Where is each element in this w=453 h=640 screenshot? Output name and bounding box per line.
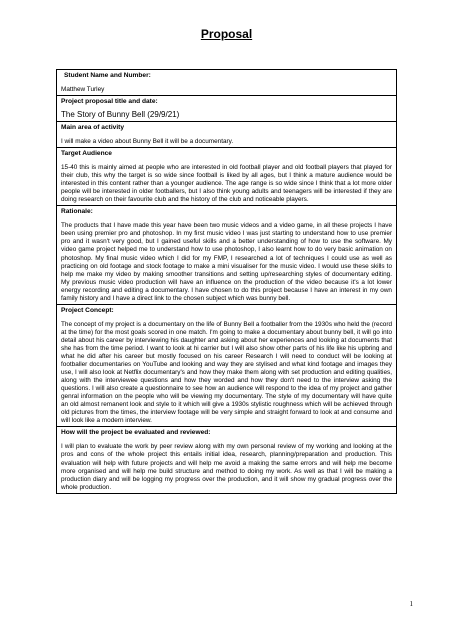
document-title: Proposal [200,27,253,41]
section-concept [57,304,396,427]
section-target-audience [57,147,396,205]
section-project-title [57,95,396,121]
section-main-area [57,121,396,147]
rationale-heading: Rationale: [61,208,93,216]
evaluation-value: I will plan to evaluate the work by peer review along with my own personal review of my working and looking at the pros and cons of the whole project this entails initial idea, research, planning/preparation and production. This evaluation will help with future projects and will help me avoid a making the same errors and will help me become more organised and will help me build structure and method to doing my work. As well as that I will be making a production diary and will be logging my progress over the production, and it will show my gradual progress over the whole production. [61,443,392,491]
rationale-value: The products that I have made this year have been two music videos and a video game, in all these projects I have been using premier pro and photoshop. In my first music video I was just starting to understand how to use premier pro and it wasn't very good, but I gained useful skills and a better understanding of how to use the software. My video game project helped me to understand how to use photoshop, I also learnt how to do very basic animation on photoshop. My final music video which I did for my FMP, I researched a lot of techniques I could use as well as practicing on old footage and stock footage to make a mini visualiser for the music video. I would use these skills to help me make my video by making smoother transitions and setting up/researching styles of documentary editing. My previous music video production will have an influence on the production of the video because it's a lot lower energy recording and editing a documentary. I have chosen to do this project because I have an interest in my own family history and I have a direct link to the chosen subject which was bunny bell. [61,222,392,302]
student-value: Matthew Turley [61,86,105,93]
section-student [57,70,396,95]
section-evaluation [57,426,396,492]
target-audience-heading: Target Audience [61,150,112,158]
section-rationale [57,205,396,303]
evaluation-heading: How will the project be evaluated and reviewed: [61,429,211,437]
concept-value: The concept of my project is a documentary on the life of Bunny Bell a footballer from the 1930s who held the (record at the time) for the most goals scored in one match. I'm going to make a documentary about bunny bell, it will go into detail about his career by interviewing his daughter and asking about her experiences and looking at documents that she has from the time period. I want to look at hi carrier but I will also show other parts of his life like his upbring and what he did after his career but mostly focused on his career Research I will need to conduct will be looking at footballer documentaries on YouTube and looking and way they are stylised and what kind footage and images they use, I will also look at Netflix documentary's and how they make them along with set production and editing qualities, along with the interviewee questions and how they worded and how they don't need to the interview asking the questions. I will also create a questionnaire to see how an audience will respond to the idea of my project and gather genral information on the people who will be viewing my documentary. The style of my documentary will have quite an old almost remanent look and style to it which will give a 1930s stylistic roughness which will be achieved through old pictures from the times, the interview footage will be very simple and straight forward to look at and consume and will look like a modern interview. [61,320,392,425]
student-heading: Student Name and Number: [64,72,151,79]
page-number: 1 [409,600,413,608]
main-area-value: I will make a video about Bunny Bell it will be a documentary. [61,138,234,146]
project-title-value: The Story of Bunny Bell (29/9/21) [61,110,180,120]
target-audience-value: 15-40 this is mainly aimed at people who are interested in old football player and old football players that played for their club, this why the target is so wide since football is liked by all ages, but I think a mature audience would be interested in this content rather than a younger audience. The age range is so wide since I think that a lot more older people will be interested in older footballers, but I also think young adults and teenagers will be interested if they are doing research on their favourite club and the history of the club and noticeable players. [61,164,392,204]
concept-heading: Project Concept: [61,306,114,314]
proposal-form [56,69,397,494]
main-area-heading: Main area of activity [61,124,125,132]
project-title-heading: Project proposal title and date: [61,98,158,106]
